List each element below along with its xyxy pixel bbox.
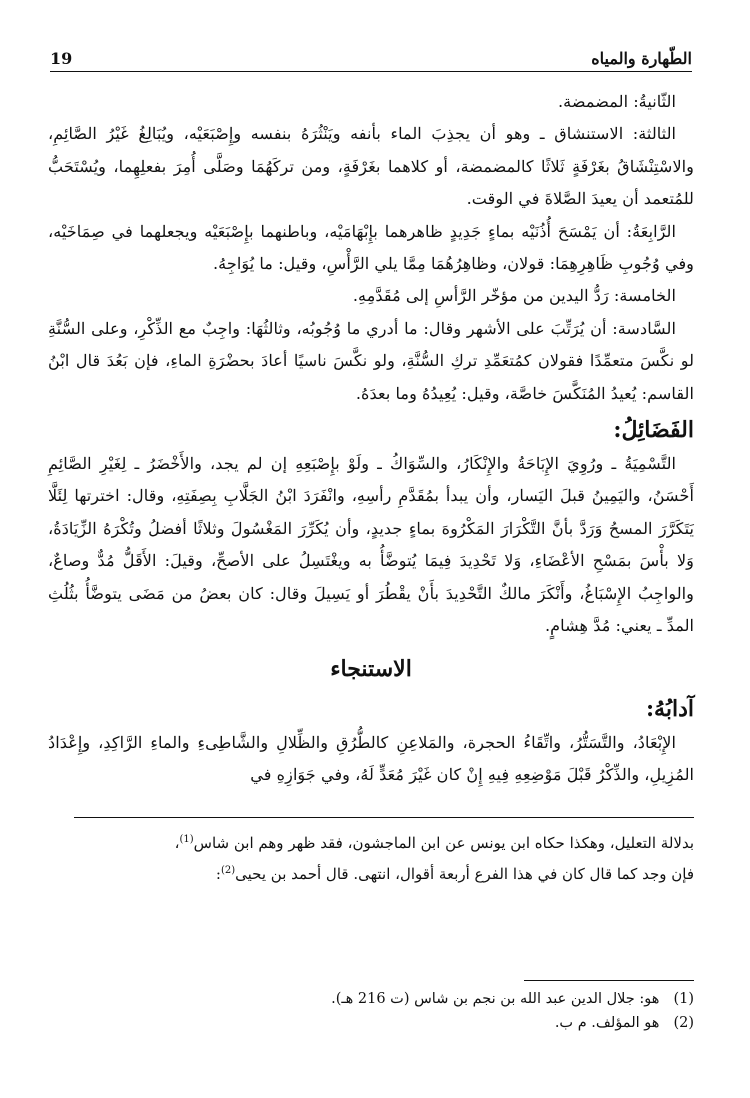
paragraph-fourth: الرَّابِعَةُ: أن يَمْسَحَ أُذُنَيْه بماءٍ جَدِيدٍ ظاهرهما بإِبْهَامَيْه، وباطنهما بإِصْبَعَيْه ويجعلهما في صِمَاخَيْه، وفي وُجُوبِ ظَاهِرِهِمَا: قولان، وظاهِرُهُمَا مِمَّا يلي الرَّأْسِ، وقيل: ما يُوَاجِهُ. <box>48 221 694 274</box>
page-header <box>50 38 692 72</box>
paragraph-fadail: التَّسْمِيَةُ ـ ورُوِيَ الإِبَاحَةُ والإِنْكَارُ، والسِّوَاكُ ـ ولَوْ بإِصْبَعِهِ إن لم يجد، والأَخْضَرُ ـ لِغَيْرِ الصَّائِمِ أَحْسَنُ، واليَمِينُ قبلَ اليَسار، وأن يبدأ بمُقَدَّمِ رأسِهِ، وانْفَرَدَ ابْنُ الجَلَّابِ بِصِفَتِهِ، وقال: اخترتها لِئَلَّا يَتَكَرَّرَ المسحُ وَرَدَّ بأنَّ التَّكْرَارَ المَكْرُوهَ بماءٍ جديدٍ، وأن يُكَرِّرَ المَغْسُولَ وثلاثًا أفضلُ وتُكْرَهُ الزِّيَادَةُ، وَلا بأْسَ بمَسْحِ الأعْضَاءِ، وَلا تَحْدِيدَ فِيمَا يُتوضَّأُ به ويغْتَسِلُ على الأصحِّ، وقيلَ: الأَقَلُّ مُدٌّ وصاعٌ، والواجِبُ الإِسْبَاغُ، وأَنْكَرَ مالكٌ التَّحْدِيدَ بأَنْ يقْطُرَ أو يَسِيلَ وقال: كان بعضُ من مَضَى يتوضَّأُ بثُلُثِ المدِّ ـ يعني: مُدَّ هِشامٍ. <box>48 454 694 636</box>
main-text <box>48 86 694 888</box>
footnote-1-text: هو: جلال الدين عبد الله بن نجم بن شاس (ت 216 هـ). <box>331 991 660 1007</box>
paragraph-third: الثالثة: الاستنشاق ـ وهو أن يجذِبَ الماء بأنفه ويَنْثُرَهُ بنفسه وإِصْبَعَيْه، ويُبَالِغُ غَيْرُ الصَّائِمِ، والاسْتِنْشَاقُ بغَرْفَةٍ ثَلاثًا كالمضمضة، أو كلاهما بغَرْفَةٍ، ومن تركَهُمَا وصَلَّى أُمِرَ بفعلِهِما، ويُسْتَحَبُّ للمُتعمد أن يعيدَ الصَّلاةَ في الوقت. <box>48 124 694 209</box>
note-line-1-end: ، <box>174 834 180 853</box>
note-line-1 <box>48 826 694 857</box>
footnote-1-number: (1) <box>673 991 694 1007</box>
note-line-1-text: بدلالة التعليل، وهكذا حكاه ابن يونس عن ابن الماجشون، فقد ظهر وهم ابن شاس <box>193 834 694 853</box>
note-line-2 <box>48 857 694 888</box>
paragraph-istinja: الإِبْعَادُ، والتَّسَتُّرُ، واتِّقَاءُ الحجرة، والمَلاعِنِ كالطُّرُقِ والظِّلالِ والشَّاطِىءِ والماءِ الرَّاكِدِ، وإِعْدَادُ المُزِيلِ، والذِّكْرُ قَبْلَ مَوْضِعِهِ فِيهِ إِنْ كان غَيْرَ مُعَدٍّ لَهُ، وفي جَوَازِهِ في <box>48 732 694 784</box>
footnote-2-number: (2) <box>673 1015 694 1031</box>
note-ref-2: (2) <box>220 865 236 877</box>
running-title: الطّهارة والمياه <box>591 49 692 68</box>
section-heading-fadail: الفَضَائِلُ: <box>613 417 694 444</box>
note-ref-1: (1) <box>179 834 194 846</box>
section-heading-istinja: الاستنجاء <box>330 655 412 682</box>
note-line-2-text: فإن وجد كما قال كان في هذا الفرع أربعة أقوال، انتهى. قال أحمد بن يحيى <box>235 865 694 884</box>
subheading-adab: آدابُهُ: <box>645 695 694 722</box>
footnotes <box>48 980 694 1035</box>
note-line-2-end: : <box>215 865 221 884</box>
page-number: 19 <box>50 49 73 68</box>
footnote-1 <box>48 987 694 1011</box>
footnote-2-text: هو المؤلف. م ب. <box>554 1015 660 1031</box>
paragraph-fifth: الخامسة: رَدُّ اليدين من مؤخّر الرَّأسِ إلى مُقَدَّمِهِ. <box>352 286 676 306</box>
footnote-separator <box>524 980 694 981</box>
paragraph-second: الثّانيةُ: المضمضة. <box>558 92 676 111</box>
note-separator <box>74 817 694 818</box>
paragraph-sixth: السَّادسة: أن يُرَتِّبَ على الأشهر وقال: ما أدري ما وُجُوبُه، وثالثُهَا: واجِبٌ مع الذِّكْرِ، وعلى السُّنَّةِ لو نكَّسَ متعمِّدًا فقولان كمُتعَمِّدِ تركِ السُّنَّةِ، ولو نكَّسَ ناسيًا أعادَ بحضْرَةِ الماءِ، فإن بَعُدَ قال ابْنُ القاسم: يُعيدُ المُنَكَّسَ خاصَّة، وقيل: يُعِيدُهُ وما بعدَهُ. <box>48 318 694 403</box>
footnote-2 <box>48 1011 694 1035</box>
